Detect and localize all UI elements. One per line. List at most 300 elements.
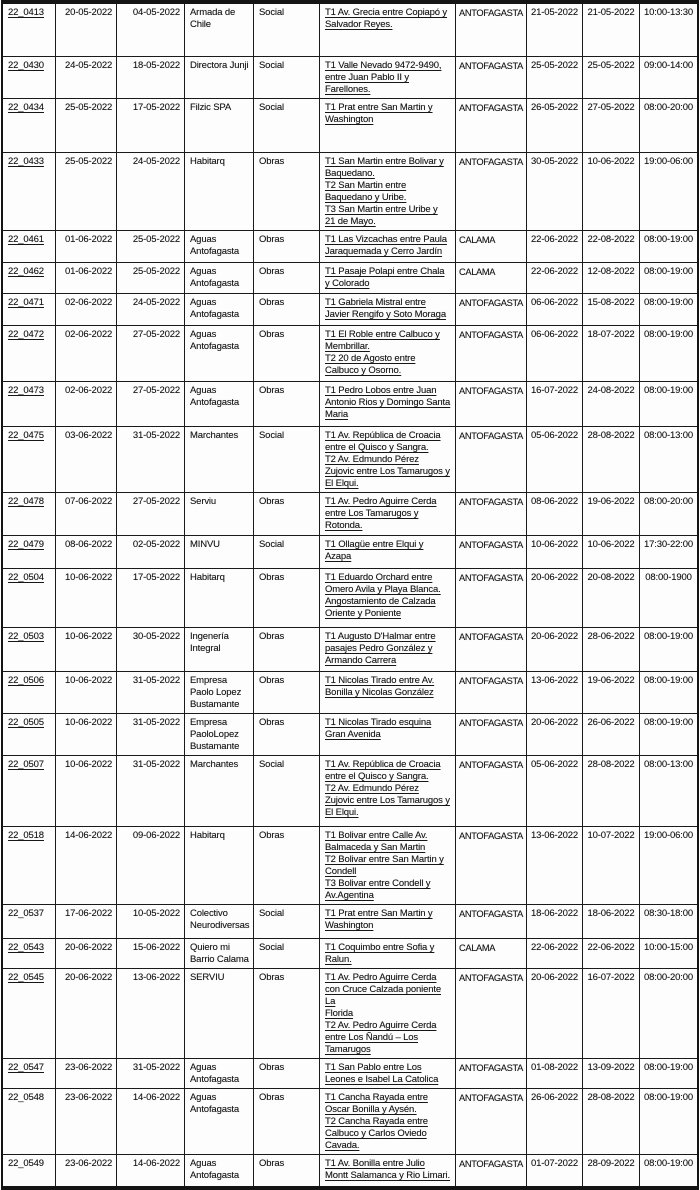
cell-permit-id[interactable]	[3, 4, 56, 56]
cell-work-type: Obras	[254, 493, 320, 535]
table-row	[3, 827, 697, 905]
street-segment-line: T2 20 de Agosto entre	[325, 353, 416, 364]
cell-city: ANTOFAGASTA	[456, 382, 527, 426]
cell-time-range: 08:00-13:00	[643, 430, 694, 441]
table-row	[3, 4, 697, 57]
cell-permit-id[interactable]	[3, 827, 56, 904]
table-row	[3, 756, 697, 827]
street-segment-line: T1 Nicolas Tirado entre Av.	[325, 675, 435, 686]
cell-permit-id[interactable]	[3, 569, 56, 627]
cell-date-end: 27-05-2022	[583, 99, 640, 152]
permit-id-link[interactable]: 22_0471	[8, 297, 44, 308]
permit-id-link[interactable]: 22_0505	[8, 717, 44, 728]
cell-time-range: 08:00-19:00	[643, 1158, 694, 1169]
cell-street-segments	[320, 57, 456, 98]
permit-id-link[interactable]: 22_0507	[8, 759, 44, 770]
cell-date-request: 07-06-2022	[56, 493, 117, 535]
street-segment-line: Balmaceda y San Martin	[325, 842, 426, 853]
cell-permit-id[interactable]	[3, 756, 56, 826]
cell-date-start: 22-06-2022	[527, 939, 583, 968]
table-row	[3, 427, 697, 493]
table-row	[3, 263, 697, 294]
street-segment-line: Zujovic entre Los Tamarugos y	[325, 466, 450, 477]
cell-date-request: 24-05-2022	[56, 57, 117, 98]
cell-date-document: 24-05-2022	[117, 294, 185, 325]
cell-date-start: 16-07-2022	[527, 382, 583, 426]
street-segment-line: 21 de Mayo.	[325, 216, 376, 227]
cell-date-request: 20-06-2022	[56, 969, 117, 1058]
street-segment-line: entre Juan Pablo II y	[325, 72, 409, 83]
cell-date-document: 18-05-2022	[117, 57, 185, 98]
street-segment-line: T1 Cancha Rayada entre	[325, 1092, 428, 1103]
cell-time-range: 08:00-19:00	[643, 1062, 694, 1073]
cell-street-segments	[320, 294, 456, 325]
street-segment-line: T1 San Pablo entre Los	[325, 1062, 422, 1073]
cell-date-end: 16-07-2022	[583, 969, 640, 1058]
cell-work-type: Obras	[254, 628, 320, 671]
cell-city: ANTOFAGASTA	[456, 57, 527, 98]
street-segment-line: Calbuco y Osorno.	[325, 365, 402, 376]
cell-permit-id[interactable]	[3, 294, 56, 325]
cell-date-request: 02-06-2022	[56, 294, 117, 325]
cell-permit-id[interactable]	[3, 427, 56, 492]
cell-date-request: 01-06-2022	[56, 231, 117, 262]
cell-date-end: 18-06-2022	[583, 905, 640, 938]
cell-work-type: Social	[254, 427, 320, 492]
street-segment-line: T1 Av. Pedro Aguirre Cerda	[325, 496, 437, 507]
cell-city: CALAMA	[456, 263, 527, 293]
cell-date-end: 12-08-2022	[583, 263, 640, 293]
cell-work-type: Obras	[254, 1089, 320, 1154]
cell-date-document: 31-05-2022	[117, 427, 185, 492]
street-segment-line: T2 Av. Edmundo Pérez	[325, 783, 419, 794]
street-segment-line: Florida	[325, 1008, 353, 1019]
table-row	[3, 153, 697, 231]
table-row	[3, 939, 697, 969]
street-segment-line: entre el Quisco y Sangra.	[325, 771, 429, 782]
street-segment-line: T1 Valle Nevado 9472-9490,	[325, 60, 442, 71]
cell-date-end: 19-06-2022	[583, 672, 640, 713]
cell-street-segments	[320, 382, 456, 426]
table-row	[3, 1059, 697, 1089]
street-segment-line: T1 Av. Bonilla entre Julio	[325, 1158, 425, 1169]
cell-date-start: 20-06-2022	[527, 714, 583, 755]
cell-date-request: 20-05-2022	[56, 4, 117, 56]
cell-date-end: 22-08-2022	[583, 231, 640, 262]
street-segment-line: T1 Eduardo Orchard entre	[325, 572, 433, 583]
permit-id-link[interactable]: 22_0462	[8, 266, 44, 277]
street-segment-line: T1 Prat entre San Martin y	[325, 102, 433, 113]
cell-date-end: 19-06-2022	[583, 493, 640, 535]
cell-applicant: Marchantes	[185, 756, 254, 826]
cell-date-end: 28-08-2022	[583, 756, 640, 826]
cell-time-range: 08:00-19:00	[643, 266, 694, 277]
permit-table	[1, 0, 699, 1190]
cell-permit-id[interactable]	[3, 672, 56, 713]
table-row	[3, 569, 697, 628]
street-segment-line: Javier Rengifo y Soto Moraga	[325, 309, 446, 320]
street-segment-line: El Elqui.	[325, 807, 359, 818]
cell-applicant: Habitarq	[185, 569, 254, 627]
table-row	[3, 1155, 697, 1186]
cell-date-start: 13-06-2022	[527, 827, 583, 904]
street-segment-line: Leones e Isabel La Catolica	[325, 1074, 439, 1085]
cell-date-document: 17-05-2022	[117, 569, 185, 627]
cell-date-end: 28-09-2022	[583, 1155, 640, 1186]
cell-date-request: 02-06-2022	[56, 326, 117, 381]
street-segment-line: T1 Av. República de Croacia	[325, 430, 441, 441]
street-segment-line: Av.Agentina	[325, 890, 374, 901]
cell-time-range: 08:00-19:00	[643, 675, 694, 686]
cell-date-request: 10-06-2022	[56, 756, 117, 826]
cell-date-start: 20-06-2022	[527, 569, 583, 627]
cell-work-type: Obras	[254, 569, 320, 627]
street-segment-line: Salvador Reyes.	[325, 19, 393, 30]
cell-date-request: 10-06-2022	[56, 569, 117, 627]
cell-permit-id[interactable]	[3, 1059, 56, 1088]
table-row	[3, 1089, 697, 1155]
cell-applicant: Quiero mi Barrio Calama	[185, 939, 254, 968]
cell-date-request: 14-06-2022	[56, 827, 117, 904]
cell-time-range: 09:00-14:00	[643, 60, 694, 71]
cell-date-end: 10-06-2022	[583, 153, 640, 230]
cell-applicant: Aguas Antofagasta	[185, 1059, 254, 1088]
cell-date-document: 04-05-2022	[117, 4, 185, 56]
cell-date-request: 25-05-2022	[56, 153, 117, 230]
permit-id-link[interactable]: 22_0503	[8, 631, 44, 642]
street-segment-line: Bonilla y Nicolas González	[325, 687, 434, 698]
cell-time-range: 08:00-19:00	[643, 329, 694, 340]
cell-date-start: 22-06-2022	[527, 263, 583, 293]
cell-work-type: Obras	[254, 263, 320, 293]
cell-date-end: 24-08-2022	[583, 382, 640, 426]
cell-applicant: Ingenería Integral	[185, 628, 254, 671]
cell-time-range: 08:00-19:00	[643, 1092, 694, 1103]
cell-city: ANTOFAGASTA	[456, 628, 527, 671]
cell-city: ANTOFAGASTA	[456, 153, 527, 230]
cell-street-segments	[320, 427, 456, 492]
cell-city: CALAMA	[456, 939, 527, 968]
table-row	[3, 536, 697, 569]
cell-street-segments	[320, 536, 456, 568]
cell-date-request: 25-05-2022	[56, 99, 117, 152]
cell-city: ANTOFAGASTA	[456, 1089, 527, 1154]
cell-date-end: 15-08-2022	[583, 294, 640, 325]
permit-id-link[interactable]: 22_0548	[8, 1092, 44, 1103]
cell-date-document: 24-05-2022	[117, 153, 185, 230]
cell-city: ANTOFAGASTA	[456, 756, 527, 826]
cell-permit-id[interactable]	[3, 905, 56, 938]
street-segment-line: Oriente y Poniente	[325, 608, 401, 619]
cell-permit-id[interactable]	[3, 231, 56, 262]
permit-id-link[interactable]: 22_0479	[8, 539, 44, 550]
permit-id-link[interactable]: 22_0518	[8, 830, 44, 841]
cell-street-segments	[320, 1155, 456, 1186]
street-segment-line: T1 Pedro Lobos entre Juan	[325, 385, 437, 396]
cell-date-end: 21-05-2022	[583, 4, 640, 56]
permit-id-link[interactable]: 22_0549	[8, 1158, 44, 1169]
street-segment-line: T1 Bolivar entre Calle Av.	[325, 830, 428, 841]
cell-applicant: Armada de Chile	[185, 4, 254, 56]
cell-date-start: 25-05-2022	[527, 57, 583, 98]
cell-date-document: 17-05-2022	[117, 99, 185, 152]
cell-work-type: Social	[254, 939, 320, 968]
cell-date-document: 31-05-2022	[117, 672, 185, 713]
street-segment-line: Rotonda.	[325, 520, 363, 531]
street-segment-line: entre el Quisco y Sangra.	[325, 442, 429, 453]
permit-id-link[interactable]: 22_0475	[8, 430, 44, 441]
cell-street-segments	[320, 969, 456, 1058]
cell-date-request: 10-06-2022	[56, 672, 117, 713]
cell-date-start: 18-06-2022	[527, 905, 583, 938]
street-segment-line: Azapa	[325, 551, 352, 562]
cell-work-type: Social	[254, 905, 320, 938]
street-segment-line: T2 Cancha Rayada entre	[325, 1116, 428, 1127]
street-segment-line: T2 San Martin entre	[325, 180, 407, 191]
street-segment-line: Armando Carrera	[325, 655, 397, 666]
cell-date-document: 14-06-2022	[117, 1155, 185, 1186]
cell-work-type: Obras	[254, 382, 320, 426]
street-segment-line: T1 Coquimbo entre Sofia y	[325, 942, 435, 953]
cell-city: ANTOFAGASTA	[456, 905, 527, 938]
cell-work-type: Obras	[254, 1059, 320, 1088]
cell-street-segments	[320, 493, 456, 535]
cell-work-type: Social	[254, 756, 320, 826]
cell-applicant: Directora Junji	[185, 57, 254, 98]
cell-work-type: Obras	[254, 326, 320, 381]
cell-street-segments	[320, 939, 456, 968]
cell-work-type: Obras	[254, 153, 320, 230]
street-segment-line: T1 Av. Pedro Aguirre Cerda	[325, 972, 437, 983]
permit-id-link[interactable]: 22_0434	[8, 102, 44, 113]
cell-date-end: 28-08-2022	[583, 427, 640, 492]
cell-date-end: 13-09-2022	[583, 1059, 640, 1088]
cell-street-segments	[320, 1089, 456, 1154]
cell-city: ANTOFAGASTA	[456, 294, 527, 325]
street-segment-line: T2 Bolivar entre San Martin y	[325, 854, 444, 865]
cell-date-end: 26-06-2022	[583, 714, 640, 755]
cell-permit-id[interactable]	[3, 57, 56, 98]
cell-date-request: 02-06-2022	[56, 382, 117, 426]
street-segment-line: T1 Augusto D'Halmar entre	[325, 631, 436, 642]
permit-id-link[interactable]: 22_0461	[8, 234, 44, 245]
cell-date-start: 26-05-2022	[527, 99, 583, 152]
cell-work-type: Obras	[254, 1155, 320, 1186]
cell-date-start: 05-06-2022	[527, 427, 583, 492]
cell-city: ANTOFAGASTA	[456, 714, 527, 755]
cell-date-document: 27-05-2022	[117, 382, 185, 426]
permit-id-link[interactable]: 22_0433	[8, 156, 44, 167]
cell-date-document: 31-05-2022	[117, 756, 185, 826]
cell-time-range: 10:00-15:00	[643, 942, 694, 953]
cell-time-range: 08:00-20:00	[643, 496, 694, 507]
table-row	[3, 628, 697, 672]
table-row	[3, 714, 697, 756]
cell-time-range: 08:00-19:00	[643, 385, 694, 396]
street-segment-line: T2 Av. Edmundo Pérez	[325, 454, 419, 465]
table-row	[3, 57, 697, 99]
cell-street-segments	[320, 263, 456, 293]
cell-applicant: SERVIU	[185, 969, 254, 1058]
cell-permit-id[interactable]	[3, 628, 56, 671]
permit-id-link[interactable]: 22_0472	[8, 329, 44, 340]
cell-permit-id[interactable]	[3, 969, 56, 1058]
cell-work-type: Social	[254, 99, 320, 152]
cell-date-document: 27-05-2022	[117, 493, 185, 535]
street-segment-line: Zujovic entre Los Tamarugos y	[325, 795, 450, 806]
permit-id-link[interactable]: 22_0430	[8, 60, 44, 71]
cell-date-start: 30-05-2022	[527, 153, 583, 230]
cell-city: ANTOFAGASTA	[456, 672, 527, 713]
cell-time-range: 10:00-13:30	[643, 7, 694, 18]
cell-date-end: 20-08-2022	[583, 569, 640, 627]
cell-applicant: Aguas Antofagasta	[185, 326, 254, 381]
cell-city: ANTOFAGASTA	[456, 493, 527, 535]
street-segment-line: Washington	[325, 114, 374, 125]
street-segment-line: Baquedano.	[325, 168, 375, 179]
cell-city: ANTOFAGASTA	[456, 99, 527, 152]
permit-id-link[interactable]: 22_0478	[8, 496, 44, 507]
permit-id-link[interactable]: 22_0543	[8, 942, 44, 953]
cell-permit-id[interactable]	[3, 939, 56, 968]
cell-date-document: 13-06-2022	[117, 969, 185, 1058]
cell-date-document: 27-05-2022	[117, 326, 185, 381]
table-row	[3, 382, 697, 427]
cell-date-request: 08-06-2022	[56, 536, 117, 568]
cell-date-start: 26-06-2022	[527, 1089, 583, 1154]
cell-work-type: Social	[254, 4, 320, 56]
cell-date-start: 05-06-2022	[527, 756, 583, 826]
street-segment-line: Condell	[325, 866, 357, 877]
cell-applicant: Colectivo Neurodiversas	[185, 905, 254, 938]
permit-id-link[interactable]: 22_0506	[8, 675, 44, 686]
cell-date-request: 01-06-2022	[56, 263, 117, 293]
cell-date-end: 28-08-2022	[583, 1089, 640, 1154]
cell-street-segments	[320, 756, 456, 826]
cell-permit-id[interactable]	[3, 1155, 56, 1186]
cell-date-document: 25-05-2022	[117, 263, 185, 293]
cell-permit-id[interactable]	[3, 382, 56, 426]
street-segment-line: pasajes Pedro González y	[325, 643, 433, 654]
cell-date-request: 10-06-2022	[56, 714, 117, 755]
cell-street-segments	[320, 628, 456, 671]
cell-permit-id[interactable]	[3, 493, 56, 535]
street-segment-line: T2 Av. Pedro Aguirre Cerda	[325, 1020, 437, 1031]
street-segment-line: T1 San Martin entre Bolivar y	[325, 156, 444, 167]
cell-permit-id[interactable]	[3, 714, 56, 755]
street-segment-line: Omero Avila y Playa Blanca.	[325, 584, 441, 595]
street-segment-line: entre Los Ñandú – Los	[325, 1032, 418, 1043]
cell-street-segments	[320, 1059, 456, 1088]
street-segment-line: T1 Gabriela Mistral entre	[325, 297, 426, 308]
cell-city: ANTOFAGASTA	[456, 427, 527, 492]
street-segment-line: T1 Ollagüe entre Elqui y	[325, 539, 424, 550]
cell-date-request: 17-06-2022	[56, 905, 117, 938]
cell-city: ANTOFAGASTA	[456, 969, 527, 1058]
street-segment-line: Angostamiento de Calzada	[325, 596, 436, 607]
cell-work-type: Obras	[254, 231, 320, 262]
cell-date-start: 10-06-2022	[527, 536, 583, 568]
street-segment-line: T1 Pasaje Polapi entre Chala	[325, 266, 445, 277]
cell-permit-id[interactable]	[3, 263, 56, 293]
table-row	[3, 99, 697, 153]
permit-id-link[interactable]: 22_0413	[8, 7, 44, 18]
cell-time-range: 08:30-18:00	[643, 908, 694, 919]
street-segment-line: con Cruce Calzada poniente La	[325, 984, 441, 1007]
cell-city: ANTOFAGASTA	[456, 1059, 527, 1088]
cell-time-range: 19:00-06:00	[643, 830, 694, 841]
cell-date-start: 01-08-2022	[527, 1059, 583, 1088]
cell-date-start: 01-07-2022	[527, 1155, 583, 1186]
cell-date-start: 21-05-2022	[527, 4, 583, 56]
cell-work-type: Obras	[254, 969, 320, 1058]
street-segment-line: Oscar Bonilla y Aysén.	[325, 1104, 417, 1115]
cell-date-request: 03-06-2022	[56, 427, 117, 492]
cell-applicant: Aguas Antofagasta	[185, 294, 254, 325]
cell-permit-id[interactable]	[3, 1089, 56, 1154]
street-segment-line: T1 Prat entre San Martin y	[325, 908, 433, 919]
permit-id-link[interactable]: 22_0504	[8, 572, 44, 583]
street-segment-line: entre Los Tamarugos y	[325, 508, 419, 519]
cell-city: ANTOFAGASTA	[456, 1155, 527, 1186]
street-segment-line: Washington	[325, 920, 374, 931]
permit-id-link[interactable]: 22_0545	[8, 972, 44, 983]
cell-permit-id[interactable]	[3, 153, 56, 230]
permit-id-link[interactable]: 22_0473	[8, 385, 44, 396]
cell-applicant: Aguas Antofagasta	[185, 1155, 254, 1186]
cell-street-segments	[320, 231, 456, 262]
cell-street-segments	[320, 672, 456, 713]
street-segment-line: Jaraquemada y Cerro Jardín	[325, 246, 443, 257]
permit-id-link[interactable]: 22_0537	[8, 908, 44, 919]
cell-time-range: 08:00-19:00	[643, 297, 694, 308]
cell-work-type: Social	[254, 57, 320, 98]
table-row	[3, 326, 697, 382]
cell-applicant: Aguas Antofagasta	[185, 382, 254, 426]
cell-date-request: 20-06-2022	[56, 939, 117, 968]
cell-time-range: 08:00-20:00	[643, 102, 694, 113]
street-segment-line: T3 Bolivar entre Condell y	[325, 878, 431, 889]
cell-date-document: 25-05-2022	[117, 231, 185, 262]
cell-date-document: 31-05-2022	[117, 714, 185, 755]
cell-permit-id[interactable]	[3, 326, 56, 381]
street-segment-line: T1 Av. República de Croacia	[325, 759, 441, 770]
cell-city: ANTOFAGASTA	[456, 536, 527, 568]
cell-city: ANTOFAGASTA	[456, 4, 527, 56]
street-segment-line: T1 Las Vizcachas entre Paula	[325, 234, 447, 245]
street-segment-line: Tamarugos	[325, 1044, 371, 1055]
cell-applicant: Empresa Paolo Lopez Bustamante	[185, 672, 254, 713]
street-segment-line: Farellones.	[325, 84, 371, 95]
cell-date-start: 20-06-2022	[527, 969, 583, 1058]
cell-permit-id[interactable]	[3, 536, 56, 568]
cell-date-end: 22-06-2022	[583, 939, 640, 968]
cell-time-range: 08:00-13:00	[643, 759, 694, 770]
permit-id-link[interactable]: 22_0547	[8, 1062, 44, 1073]
cell-date-document: 15-06-2022	[117, 939, 185, 968]
cell-city: ANTOFAGASTA	[456, 326, 527, 381]
cell-permit-id[interactable]	[3, 99, 56, 152]
cell-street-segments	[320, 827, 456, 904]
cell-time-range: 08:00-20:00	[643, 972, 694, 983]
cell-street-segments	[320, 714, 456, 755]
cell-date-request: 23-06-2022	[56, 1155, 117, 1186]
cell-applicant: Filzic SPA	[185, 99, 254, 152]
street-segment-line: Membrillar.	[325, 341, 370, 352]
cell-applicant: Aguas Antofagasta	[185, 231, 254, 262]
cell-work-type: Obras	[254, 827, 320, 904]
cell-date-start: 08-06-2022	[527, 493, 583, 535]
